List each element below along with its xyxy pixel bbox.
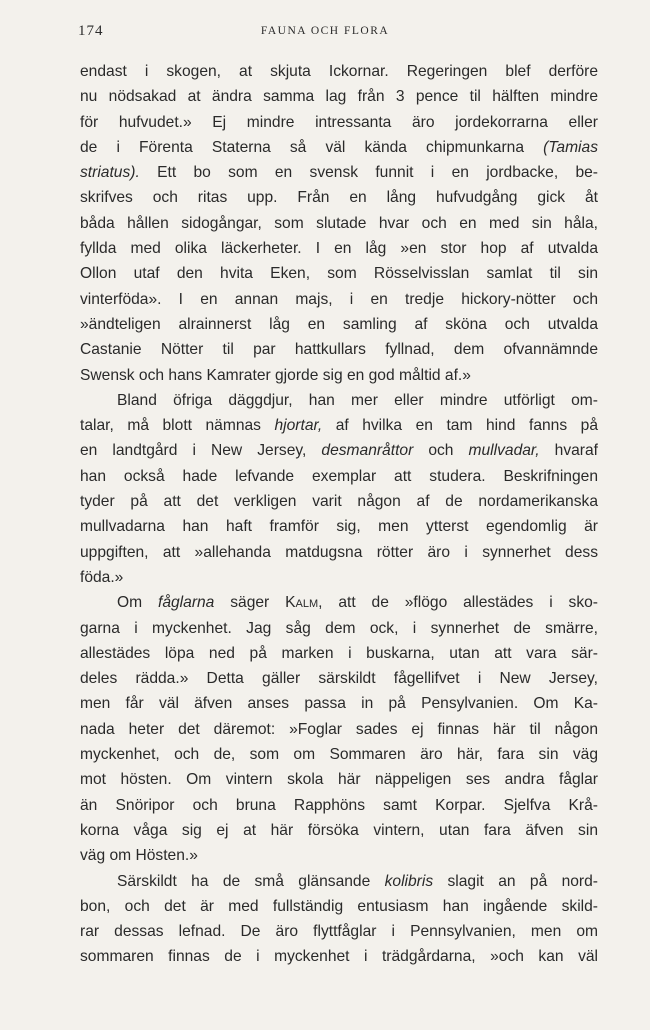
text-line [80,261,598,286]
text-line [80,767,598,792]
text-segment: nada heter det däremot: »Foglar sades ej finnas här til någon [80,720,598,738]
body-text [80,59,598,970]
text-line [80,287,598,312]
text-segment: båda hållen sidogångar, som slutade hvar och en med sin håla, [80,214,598,232]
text-line [80,312,598,337]
italic-term: hjortar, [274,417,323,435]
text-line [80,894,598,919]
text-line [80,843,598,868]
italic-term: kolibris [384,872,434,890]
text-line [80,236,598,261]
text-line [80,363,598,388]
text-line [80,211,598,236]
text-line [80,160,598,185]
text-segment: säger [214,594,286,612]
text-line [80,110,598,135]
text-line [80,944,598,969]
text-segment: af hvilka en tam hind fanns på [322,417,598,435]
text-segment: för hufvudet.» Ej mindre intressanta äro jordekorrarna eller [80,113,598,131]
small-caps-name: Kalm, [285,594,323,612]
text-segment: han också hade lefvande exemplar att studera. Beskrifningen [80,467,598,485]
text-line [80,464,598,489]
text-segment: skrifves och ritas upp. Från en lång hufvudgång gick åt [80,189,598,207]
text-segment: Bland öfriga däggdjur, han mer eller mindre utförligt om- [117,391,598,409]
text-line [80,514,598,539]
text-segment: en landtgård i New Jersey, [80,442,322,460]
text-segment: hvaraf [539,442,598,460]
italic-term: fåglarna [158,594,215,612]
text-segment: Swensk och hans Kamrater gjorde sig en god måltid af.» [80,366,471,384]
text-segment: och [413,442,469,460]
text-segment: allestädes löpa ned på marken i buskarna, utan att vara sär- [80,644,598,662]
text-segment: uppgiften, att »allehanda matdugsna rötter äro i synnerhet dess [80,543,598,561]
text-segment: nu nödsakad at ändra samma lag från 3 pence til hälften mindre [80,88,598,106]
text-line [80,185,598,210]
text-line [80,565,598,590]
text-segment: mot hösten. Om vintern skola här näppeligen ses andra fåglar [80,771,598,789]
text-line [80,590,598,615]
text-line [80,413,598,438]
text-segment: Om [117,594,158,612]
italic-term: striatus). [80,164,140,182]
text-segment: myckenhet, och de, som om Sommaren äro här, fara sin väg [80,746,598,764]
text-segment: vinterföda». I en annan majs, i en tredje hickory-nötter och [80,290,598,308]
italic-term: desmanråttor [321,442,414,460]
text-segment: tyder på att det verkligen varit någon af de nordamerikanska [80,493,598,511]
text-segment: att de »flögo allestädes i sko- [322,594,598,612]
text-line [80,717,598,742]
text-segment: rar dessas lefnad. De äro flyttfåglar i Pennsylvanien, men om [80,923,598,941]
text-line [80,641,598,666]
page-number: 174 [78,23,104,39]
text-segment: »ändteligen alrainnerst låg en samling af sköna och utvalda [80,315,598,333]
text-segment: mullvadarna han haft framför sig, men ytterst egendomlig är [80,518,598,536]
text-segment: slagit an på nord- [433,872,598,890]
text-line [80,869,598,894]
text-segment: sommaren finnas de i myckenhet i trädgårdarna, »och kan väl [80,948,598,966]
text-line [80,59,598,84]
text-segment: talar, må blott nämnas [80,417,275,435]
text-line [80,793,598,818]
text-line [80,818,598,843]
text-segment: Castanie Nötter til par hattkullars fyllnad, dem ofvannämnde [80,341,598,359]
text-line [80,337,598,362]
text-line [80,84,598,109]
text-line [80,919,598,944]
text-segment: Ollon utaf den hvita Eken, som Rösselvisslan samlat til sin [80,265,598,283]
running-head: FAUNA OCH FLORA [260,25,390,37]
text-segment: bon, och det är med fullständig entusiasm han ingående skild- [80,897,598,915]
text-segment: än Snöripor och bruna Rapphöns samt Korpar. Sjelfva Krå- [80,796,598,814]
text-segment: de i Förenta Staterna så väl kända chipmunkarna [80,138,544,156]
text-segment: endast i skogen, at skjuta Ickornar. Regeringen blef derföre [80,63,598,80]
text-line [80,438,598,463]
text-line [80,616,598,641]
text-line [80,135,598,160]
italic-term: (Tamias [543,138,598,156]
text-segment: Särskildt ha de små glänsande [117,872,385,890]
text-line [80,691,598,716]
text-segment: men får väl äfven anses passa in på Pensylvanien. Om Ka- [80,695,598,713]
text-segment: garna i myckenhet. Jag såg dem ock, i synnerhet de smärre, [80,619,598,637]
italic-term: mullvadar, [468,442,540,460]
text-segment: korna våga sig ej at här försöka vintern, utan fara äfven sin [80,821,598,839]
text-segment: fyllda med olika läckerheter. I en låg »en stor hop af utvalda [80,240,598,258]
text-line [80,742,598,767]
text-line [80,540,598,565]
text-segment: föda.» [80,568,124,586]
text-line [80,666,598,691]
text-segment: väg om Hösten.» [80,847,198,865]
text-segment: deles rädda.» Detta gäller särskildt fågellifvet i New Jersey, [80,670,598,688]
text-line [80,388,598,413]
text-segment: Ett bo som en svensk funnit i en jordbacke, be- [139,164,598,182]
text-line [80,489,598,514]
